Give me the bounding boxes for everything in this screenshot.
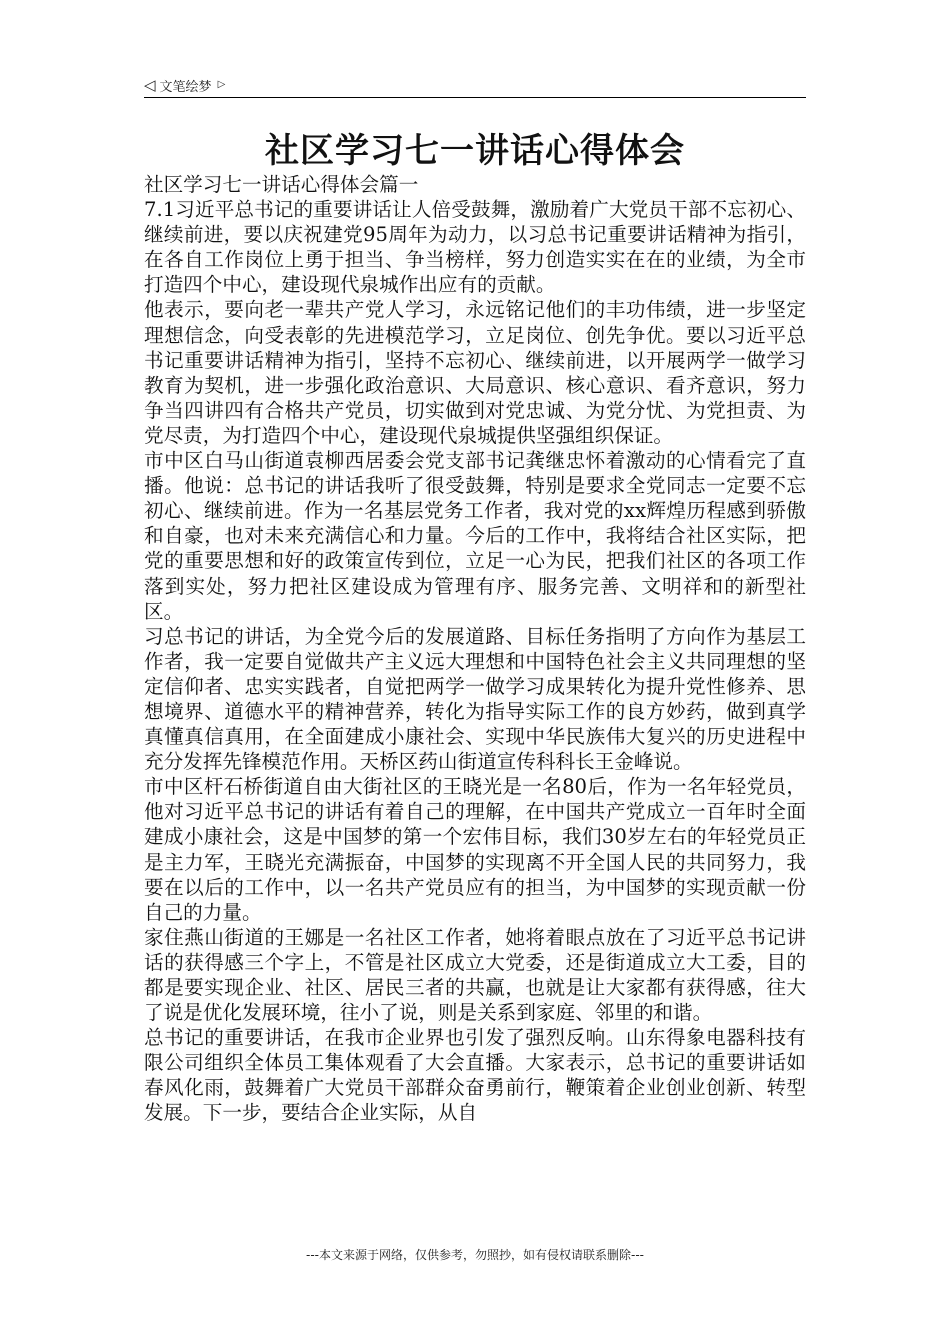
footer-disclaimer: ---本文来源于网络，仅供参考，勿照抄，如有侵权请联系删除--- — [306, 1248, 644, 1262]
right-triangle-icon: ▷ — [217, 79, 226, 90]
document-body — [144, 172, 806, 1126]
paragraph: 7.1习近平总书记的重要讲话让人倍受鼓舞，激励着广大党员干部不忘初心、继续前进，要以庆祝建党95周年为动力，以习总书记重要讲话精神为指引，在各自工作岗位上勇于担当、争当榜样，努力创造实实在在的业绩，为全市打造四个中心，建设现代泉城作出应有的贡献。 — [144, 198, 806, 297]
header-brand: 文笔绘梦 — [159, 79, 212, 95]
paragraph: 他表示，要向老一辈共产党人学习，永远铭记他们的丰功伟绩，进一步坚定理想信念，向受表彰的先进模范学习，立足岗位、创先争优。要以习近平总书记重要讲话精神为指引，坚持不忘初心、继续前进，以开展两学一做学习教育为契机，进一步强化政治意识、大局意识、核心意识、看齐意识，努力争当四讲四有合格共产党员，切实做到对党忠诚、为党分忧、为党担责、为党尽责，为打造四个中心，建设现代泉城提供坚强组织保证。 — [144, 298, 806, 447]
paragraph: 市中区杆石桥街道自由大街社区的王晓光是一名80后，作为一名年轻党员，他对习近平总书记的讲话有着自己的理解，在中国共产党成立一百年时全面建成小康社会，这是中国梦的第一个宏伟目标，我们30岁左右的年轻党员正是主力军，王晓光充满振奋，中国梦的实现离不开全国人民的共同努力，我要在以后的工作中，以一名共产党员应有的担当，为中国梦的实现贡献一份自己的力量。 — [144, 775, 806, 924]
paragraph: 总书记的重要讲话，在我市企业界也引发了强烈反响。山东得象电器科技有限公司组织全体员工集体观看了大会直播。大家表示，总书记的重要讲话如春风化雨，鼓舞着广大党员干部群众奋勇前行，鞭策着企业创业创新、转型发展。下一步，要结合企业实际，从自 — [144, 1026, 806, 1125]
paragraph: 市中区白马山街道袁柳西居委会党支部书记龚继忠怀着激动的心情看完了直播。他说：总书记的讲话我听了很受鼓舞，特别是要求全党同志一定要不忘初心、继续前进。作为一名基层党务工作者，我对党的xx辉煌历程感到骄傲和自豪，也对未来充满信心和力量。今后的工作中，我将结合社区实际，把党的重要思想和好的政策宣传到位，立足一心为民，把我们社区的各项工作落到实处，努力把社区建设成为管理有序、服务完善、文明祥和的新型社区。 — [144, 449, 806, 623]
header-rule — [144, 97, 806, 98]
left-triangle-icon: ◁ — [144, 75, 156, 94]
paragraph: 习总书记的讲话，为全党今后的发展道路、目标任务指明了方向作为基层工作者，我一定要自觉做共产主义远大理想和中国特色社会主义共同理想的坚定信仰者、忠实实践者，自觉把两学一做学习成果转化为提升党性修养、思想境界、道德水平的精神营养，转化为指导实际工作的良方妙药，做到真学真懂真信真用，在全面建成小康社会、实现中华民族伟大复兴的历史进程中充分发挥先锋模范作用。天桥区药山街道宣传科科长王金峰说。 — [144, 624, 806, 774]
document-title: 社区学习七一讲话心得体会 — [265, 131, 685, 171]
page-header — [144, 74, 806, 96]
paragraph: 家住燕山街道的王娜是一名社区工作者，她将着眼点放在了习近平总书记讲话的获得感三个字上，不管是社区成立大党委，还是街道成立大工委，目的都是要实现企业、社区、居民三者的共赢，也就是让大家都有获得感，往大了说是优化发展环境，往小了说，则是关系到家庭、邻里的和谐。 — [144, 925, 806, 1025]
paragraph: 社区学习七一讲话心得体会篇一 — [144, 173, 419, 196]
